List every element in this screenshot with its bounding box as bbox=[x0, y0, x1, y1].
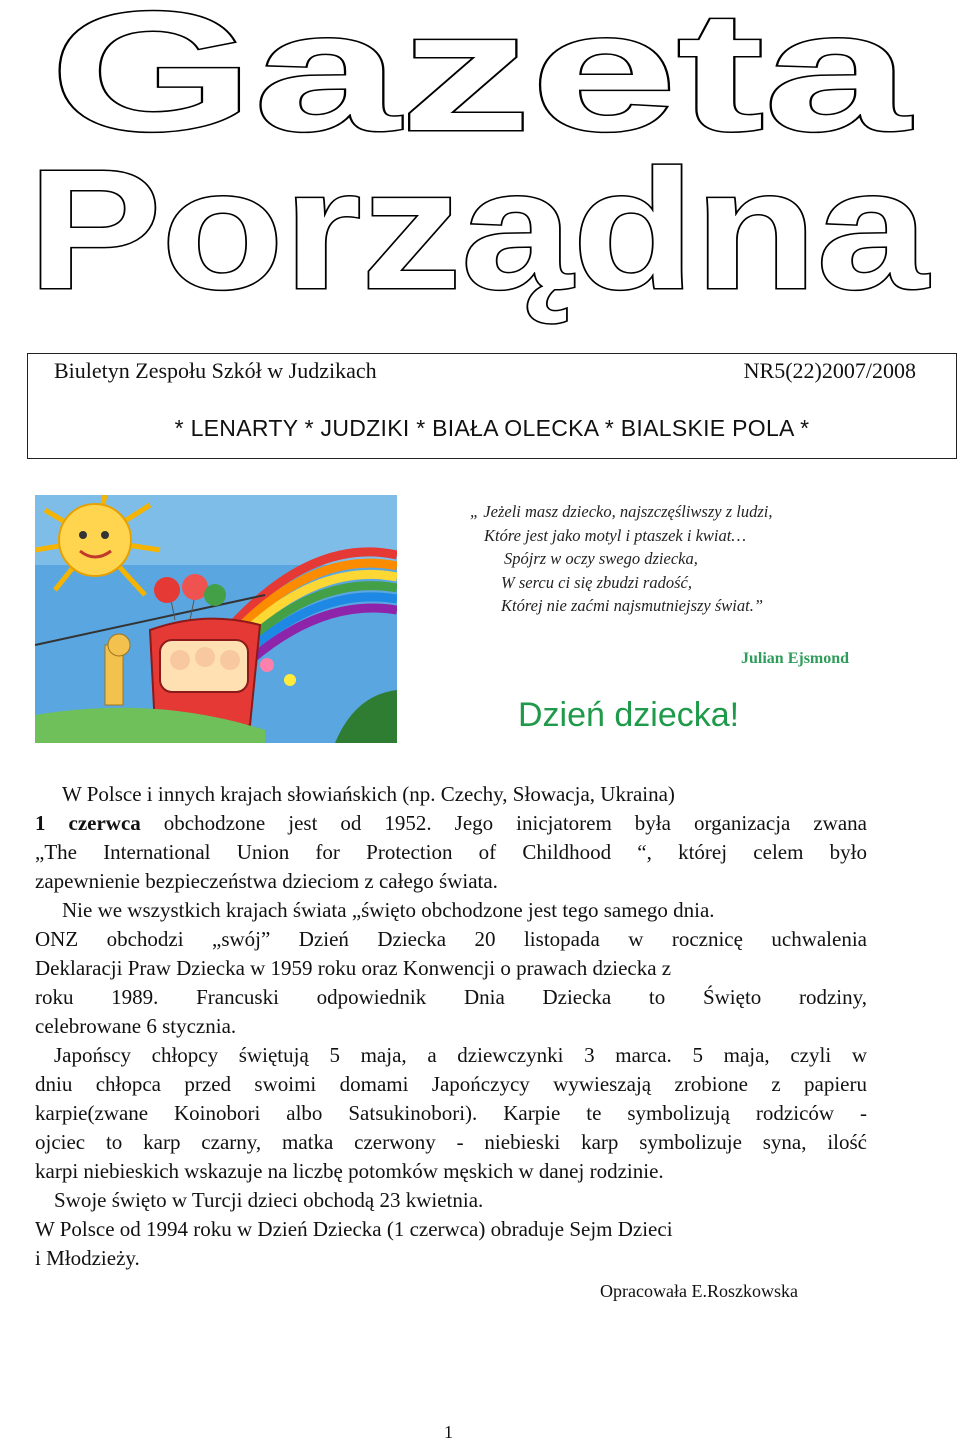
poem bbox=[470, 500, 773, 618]
article-line: i Młodzieży. bbox=[35, 1246, 140, 1270]
drawing-image bbox=[35, 495, 397, 743]
article-text: obchodzone jest od 1952. Jego inicjatorem była organizacja zwana bbox=[140, 811, 867, 835]
childrens-day-drawing bbox=[35, 495, 397, 743]
article-signature: Opracowała E.Roszkowska bbox=[600, 1281, 798, 1301]
article-line: zapewnienie bezpieczeństwa dzieciom z całego świata. bbox=[35, 869, 498, 893]
bulletin-title: Biuletyn Zespołu Szkół w Judzikach bbox=[54, 358, 377, 383]
article-line: roku 1989. Francuski odpowiednik Dnia Dziecka to Święto rodziny, bbox=[35, 985, 867, 1009]
article-line: karpi niebieskich wskazuje na liczbę potomków męskich w danej rodzinie. bbox=[35, 1159, 664, 1183]
article-line: W Polsce i innych krajach słowiańskich (np. Czechy, Słowacja, Ukraina) bbox=[62, 782, 675, 806]
article-line: W Polsce od 1994 roku w Dzień Dziecka (1 czerwca) obraduje Sejm Dzieci bbox=[35, 1217, 673, 1241]
article-line: Nie we wszystkich krajach świata „święto obchodzone jest tego samego dnia. bbox=[62, 898, 715, 922]
article-line: Japońscy chłopcy świętują 5 maja, a dziewczynki 3 marca. 5 maja, czyli w bbox=[54, 1043, 867, 1067]
article-line: ojciec to karp czarny, matka czerwony - niebieski karp symbolizuje syna, ilość bbox=[35, 1130, 867, 1154]
masthead-logo bbox=[0, 0, 960, 340]
poem-line: Spójrz w oczy swego dziecka, bbox=[504, 549, 698, 568]
poem-line: W sercu ci się zbudzi radość, bbox=[501, 572, 692, 592]
page-number: 1 bbox=[444, 1422, 453, 1442]
bulletin-places: * LENARTY * JUDZIKI * BIAŁA OLECKA * BIALSKIE POLA * bbox=[174, 415, 810, 441]
poem-line: „ Jeżeli masz dziecko, najszczęśliwszy z ludzi, bbox=[470, 502, 773, 521]
article-body bbox=[35, 780, 867, 1273]
article-date-bold: 1 czerwca bbox=[35, 811, 141, 835]
masthead-line2: Porządna bbox=[28, 135, 930, 325]
article-line: karpie(zwane Koinobori albo Satsukinobori). Karpie te symbolizują rodziców - bbox=[35, 1101, 867, 1125]
poem-line: Której nie zaćmi najsmutniejszy świat.” bbox=[501, 596, 764, 615]
poem-line: Które jest jako motyl i ptaszek i kwiat… bbox=[484, 525, 746, 545]
masthead-line1: Gazeta bbox=[50, 0, 913, 167]
article-line: Swoje święto w Turcji dzieci obchodą 23 kwietnia. bbox=[54, 1188, 484, 1212]
bulletin-header bbox=[27, 353, 957, 459]
article-line: „The International Union for Protection of Childhood “, której celem było bbox=[35, 840, 867, 864]
article-headline: Dzień dziecka! bbox=[518, 696, 740, 734]
poem-author: Julian Ejsmond bbox=[741, 650, 850, 667]
article-line bbox=[35, 809, 867, 838]
article-line: Deklaracji Praw Dziecka w 1959 roku oraz Konwencji o prawach dziecka z bbox=[35, 956, 672, 980]
masthead bbox=[0, 0, 960, 340]
article-line: dniu chłopca przed swoimi domami Japończycy wywieszają zrobione z papieru bbox=[35, 1072, 867, 1096]
article-line: ONZ obchodzi „swój” Dzień Dziecka 20 listopada w rocznicę uchwalenia bbox=[35, 927, 867, 951]
bulletin-issue-number: NR5(22)2007/2008 bbox=[743, 358, 916, 383]
article-line: celebrowane 6 stycznia. bbox=[35, 1014, 237, 1038]
